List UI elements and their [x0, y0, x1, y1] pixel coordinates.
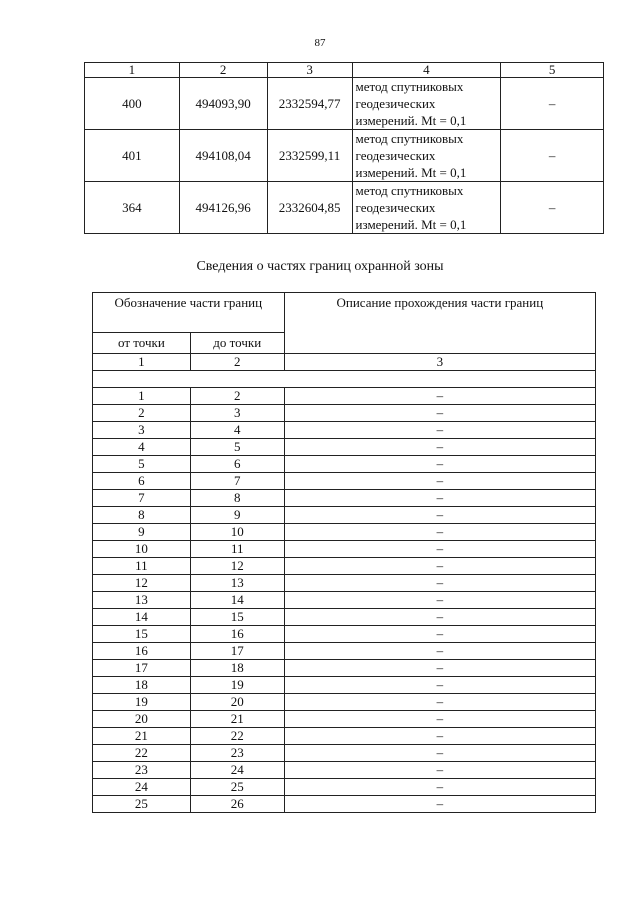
to-point: 21 — [190, 711, 284, 728]
table-row — [93, 456, 596, 473]
table-row — [85, 130, 604, 182]
table-row — [93, 388, 596, 405]
blank-row — [93, 371, 596, 388]
from-point: 22 — [93, 745, 191, 762]
to-point: 19 — [190, 677, 284, 694]
to-point: 16 — [190, 626, 284, 643]
section-title: Сведения о частях границ охранной зоны — [196, 259, 444, 274]
table-row — [93, 677, 596, 694]
table-header-row — [85, 63, 604, 78]
method-description: метод спутниковых геодезических измерений. Mt = 0,1 — [352, 78, 501, 130]
from-point: 12 — [93, 575, 191, 592]
table-row — [93, 473, 596, 490]
to-point: 2 — [190, 388, 284, 405]
coord-y: 2332594,77 — [267, 78, 352, 130]
table-row — [93, 609, 596, 626]
table-row — [93, 626, 596, 643]
table-row — [85, 78, 604, 130]
table-row — [85, 182, 604, 234]
boundary-description: – — [284, 490, 595, 507]
boundary-description: – — [284, 779, 595, 796]
header-from-point: от точки — [93, 333, 191, 354]
page-number: 87 — [314, 37, 326, 49]
from-point: 14 — [93, 609, 191, 626]
from-point: 7 — [93, 490, 191, 507]
boundary-description: – — [284, 473, 595, 490]
from-point: 4 — [93, 439, 191, 456]
table-row — [93, 439, 596, 456]
from-point: 10 — [93, 541, 191, 558]
to-point: 14 — [190, 592, 284, 609]
table-row — [93, 558, 596, 575]
to-point: 10 — [190, 524, 284, 541]
table-row — [93, 575, 596, 592]
point-number: 401 — [85, 130, 180, 182]
from-point: 6 — [93, 473, 191, 490]
to-point: 3 — [190, 405, 284, 422]
table-row — [93, 422, 596, 439]
column-number: 3 — [284, 354, 595, 371]
boundary-description: – — [284, 796, 595, 813]
coord-x: 494093,90 — [179, 78, 267, 130]
table-row — [93, 524, 596, 541]
to-point: 23 — [190, 745, 284, 762]
to-point: 17 — [190, 643, 284, 660]
table-row — [93, 745, 596, 762]
column-number: 4 — [352, 63, 501, 78]
from-point: 1 — [93, 388, 191, 405]
from-point: 13 — [93, 592, 191, 609]
boundary-description: – — [284, 609, 595, 626]
from-point: 9 — [93, 524, 191, 541]
boundary-description: – — [284, 558, 595, 575]
table-row — [93, 728, 596, 745]
to-point: 7 — [190, 473, 284, 490]
to-point: 5 — [190, 439, 284, 456]
coord-x: 494126,96 — [179, 182, 267, 234]
method-description: метод спутниковых геодезических измерений. Mt = 0,1 — [352, 130, 501, 182]
boundary-description: – — [284, 660, 595, 677]
table-row — [93, 779, 596, 796]
method-description: метод спутниковых геодезических измерений. Mt = 0,1 — [352, 182, 501, 234]
point-number: 400 — [85, 78, 180, 130]
table-row — [93, 796, 596, 813]
note: – — [501, 182, 604, 234]
point-number: 364 — [85, 182, 180, 234]
coord-y: 2332604,85 — [267, 182, 352, 234]
table-row — [93, 711, 596, 728]
from-point: 3 — [93, 422, 191, 439]
to-point: 22 — [190, 728, 284, 745]
boundary-description: – — [284, 745, 595, 762]
from-point: 15 — [93, 626, 191, 643]
to-point: 26 — [190, 796, 284, 813]
coord-y: 2332599,11 — [267, 130, 352, 182]
column-number-row — [93, 354, 596, 371]
boundary-description: – — [284, 405, 595, 422]
boundary-description: – — [284, 439, 595, 456]
column-number: 2 — [190, 354, 284, 371]
from-point: 2 — [93, 405, 191, 422]
boundary-description: – — [284, 422, 595, 439]
from-point: 20 — [93, 711, 191, 728]
coordinates-table — [84, 62, 604, 234]
column-number: 2 — [179, 63, 267, 78]
to-point: 9 — [190, 507, 284, 524]
boundary-description: – — [284, 694, 595, 711]
from-point: 21 — [93, 728, 191, 745]
column-number: 5 — [501, 63, 604, 78]
note: – — [501, 130, 604, 182]
boundary-description: – — [284, 541, 595, 558]
table-row — [93, 405, 596, 422]
boundary-description: – — [284, 592, 595, 609]
from-point: 16 — [93, 643, 191, 660]
from-point: 25 — [93, 796, 191, 813]
table-header-row — [93, 293, 596, 333]
from-point: 24 — [93, 779, 191, 796]
boundary-description: – — [284, 626, 595, 643]
boundary-description: – — [284, 507, 595, 524]
boundary-description: – — [284, 711, 595, 728]
note: – — [501, 78, 604, 130]
table-row — [93, 592, 596, 609]
boundary-description: – — [284, 524, 595, 541]
boundary-description: – — [284, 677, 595, 694]
header-boundary-designation: Обозначение части границ — [93, 293, 285, 333]
column-number: 3 — [267, 63, 352, 78]
coord-x: 494108,04 — [179, 130, 267, 182]
to-point: 12 — [190, 558, 284, 575]
boundary-description: – — [284, 643, 595, 660]
boundary-description: – — [284, 575, 595, 592]
from-point: 5 — [93, 456, 191, 473]
table-row — [93, 694, 596, 711]
from-point: 23 — [93, 762, 191, 779]
table-row — [93, 643, 596, 660]
table-row — [93, 660, 596, 677]
from-point: 11 — [93, 558, 191, 575]
boundary-description: – — [284, 388, 595, 405]
to-point: 20 — [190, 694, 284, 711]
to-point: 24 — [190, 762, 284, 779]
to-point: 13 — [190, 575, 284, 592]
table-row — [93, 507, 596, 524]
boundary-parts-table — [92, 292, 596, 813]
from-point: 17 — [93, 660, 191, 677]
header-to-point: до точки — [190, 333, 284, 354]
table-row — [93, 490, 596, 507]
from-point: 18 — [93, 677, 191, 694]
boundary-description: – — [284, 762, 595, 779]
table-row — [93, 541, 596, 558]
to-point: 6 — [190, 456, 284, 473]
boundary-description: – — [284, 728, 595, 745]
to-point: 15 — [190, 609, 284, 626]
to-point: 8 — [190, 490, 284, 507]
column-number: 1 — [85, 63, 180, 78]
to-point: 4 — [190, 422, 284, 439]
boundary-description: – — [284, 456, 595, 473]
header-boundary-description: Описание прохождения части границ — [284, 293, 595, 354]
blank-cell — [93, 371, 596, 388]
to-point: 25 — [190, 779, 284, 796]
table-row — [93, 762, 596, 779]
column-number: 1 — [93, 354, 191, 371]
to-point: 11 — [190, 541, 284, 558]
from-point: 8 — [93, 507, 191, 524]
from-point: 19 — [93, 694, 191, 711]
to-point: 18 — [190, 660, 284, 677]
